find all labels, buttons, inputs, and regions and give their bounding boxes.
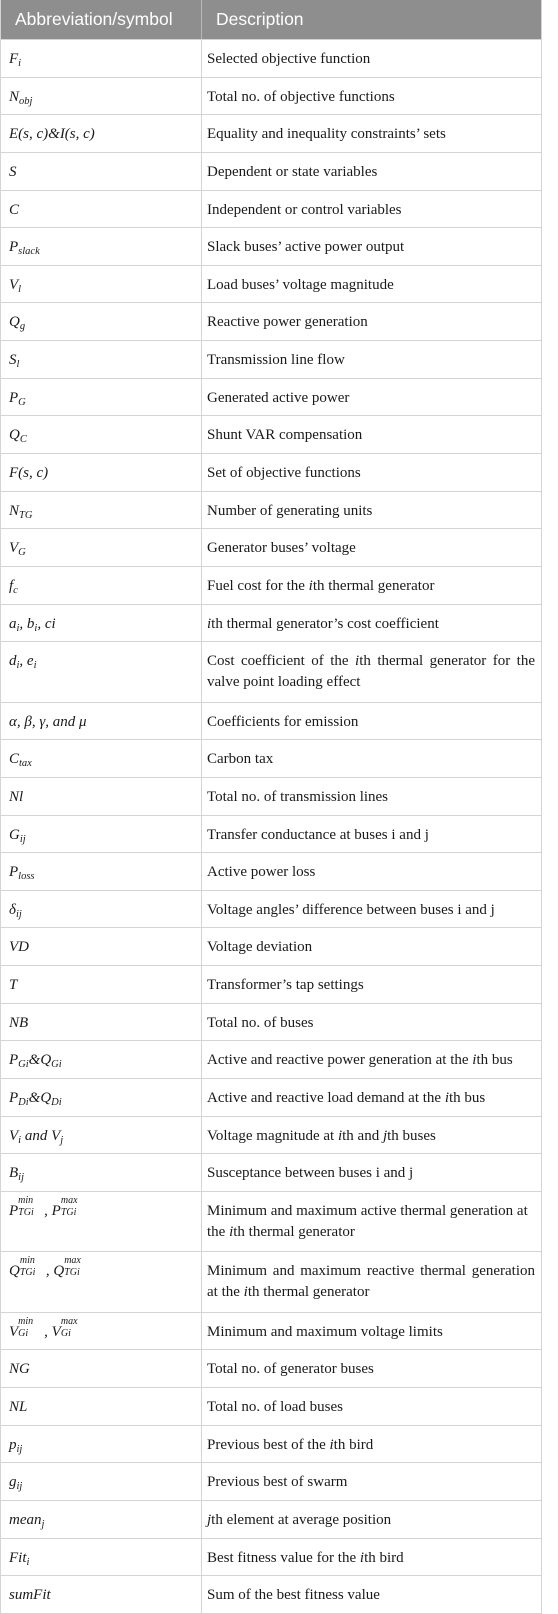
description-cell: Set of objective functions bbox=[207, 465, 361, 482]
description-cell: Transfer conductance at buses i and j bbox=[207, 826, 429, 843]
table-row bbox=[1, 1576, 541, 1614]
table-row bbox=[1, 39, 541, 78]
table-row bbox=[1, 492, 541, 530]
symbol-cell: sumFit bbox=[1, 1576, 202, 1613]
description-cell: Coefficients for emission bbox=[207, 713, 359, 730]
header-symbol: Abbreviation/symbol bbox=[1, 0, 202, 39]
description-cell: jth element at average position bbox=[207, 1511, 392, 1528]
table-row bbox=[1, 816, 541, 854]
description-cell: Total no. of transmission lines bbox=[207, 788, 389, 805]
table-row bbox=[1, 341, 541, 379]
symbol-cell: $Q_g$ bbox=[1, 303, 202, 340]
description-cell: Sum of the best fitness value bbox=[207, 1587, 380, 1604]
description-cell: Generated active power bbox=[207, 389, 350, 406]
table-row bbox=[1, 1079, 541, 1117]
symbol-cell: C bbox=[1, 191, 202, 228]
table-row bbox=[1, 1252, 541, 1312]
description-cell: Reactive power generation bbox=[207, 314, 368, 331]
description-cell: Equality and inequality constraints’ sets bbox=[207, 126, 446, 143]
table-row bbox=[1, 605, 541, 643]
table-row bbox=[1, 891, 541, 929]
description-cell: Total no. of objective functions bbox=[207, 88, 395, 105]
description-cell: Voltage deviation bbox=[207, 939, 313, 956]
symbol-cell: α, β, γ, and μ bbox=[1, 703, 202, 740]
symbol-cell: $P_{loss}$ bbox=[1, 853, 202, 890]
table-row bbox=[1, 1388, 541, 1426]
description-cell: Selected objective function bbox=[207, 51, 371, 67]
description-cell: Total no. of generator buses bbox=[207, 1361, 374, 1378]
symbol-cell: mean$_j$ bbox=[1, 1501, 202, 1538]
symbol-cell: $P_{slack}$ bbox=[1, 228, 202, 265]
table-body bbox=[1, 39, 541, 1614]
symbol-cell: F(s, c) bbox=[1, 454, 202, 491]
description-cell: Minimum and maximum active thermal generation at the ith thermal generator bbox=[207, 1202, 528, 1240]
table-row bbox=[1, 642, 541, 702]
description-cell: Generator buses’ voltage bbox=[207, 540, 356, 557]
symbol-cell: $Q_C$ bbox=[1, 416, 202, 453]
description-cell: Total no. of load buses bbox=[207, 1398, 344, 1415]
symbol-cell: $V_G$ bbox=[1, 529, 202, 566]
table-row bbox=[1, 379, 541, 417]
table-row bbox=[1, 303, 541, 341]
symbol-cell: S bbox=[1, 153, 202, 190]
symbol-cell: Fit$_i$ bbox=[1, 1539, 202, 1576]
symbol-cell: $g_{ij}$ bbox=[1, 1463, 202, 1500]
symbol-cell: Q min TGi , Q max TGi bbox=[1, 1252, 202, 1311]
description-cell: Previous best of the ith bird bbox=[207, 1436, 374, 1453]
table-row bbox=[1, 966, 541, 1004]
symbol-cell: $a_i$, $b_i$, ci bbox=[1, 605, 202, 642]
description-cell: Shunt VAR compensation bbox=[207, 427, 363, 444]
table-row bbox=[1, 228, 541, 266]
symbol-cell: $P_{Di}\&Q_{Di}$ bbox=[1, 1079, 202, 1116]
symbol-cell: $N_{TG}$ bbox=[1, 492, 202, 529]
symbol-cell: NL bbox=[1, 1388, 202, 1425]
table-row bbox=[1, 115, 541, 153]
symbol-cell: E(s, c)&I(s, c) bbox=[1, 115, 202, 152]
symbol-cell: $V_l$ bbox=[1, 266, 202, 303]
symbol-cell: $F_i$ bbox=[1, 40, 202, 77]
description-cell: Susceptance between buses i and j bbox=[207, 1165, 414, 1182]
symbol-cell: NG bbox=[1, 1350, 202, 1387]
symbol-cell: $C_{tax}$ bbox=[1, 740, 202, 777]
table-row bbox=[1, 740, 541, 778]
table-row bbox=[1, 1154, 541, 1192]
table-row bbox=[1, 1117, 541, 1155]
symbol-cell: $f_c$ bbox=[1, 567, 202, 604]
table-row bbox=[1, 454, 541, 492]
description-cell: Active and reactive load demand at the ith bus bbox=[207, 1090, 486, 1107]
description-cell: Fuel cost for the ith thermal generator bbox=[207, 577, 435, 594]
table-row bbox=[1, 567, 541, 605]
table-row bbox=[1, 529, 541, 567]
description-cell: Cost coefficient of the ith thermal generator for the valve point loading effect bbox=[207, 653, 535, 691]
symbol-cell: $P_G$ bbox=[1, 379, 202, 416]
description-cell: Dependent or state variables bbox=[207, 163, 378, 180]
description-cell: Slack buses’ active power output bbox=[207, 239, 405, 256]
header-description: Description bbox=[216, 9, 304, 29]
description-cell: Previous best of swarm bbox=[207, 1474, 348, 1491]
table-row bbox=[1, 1041, 541, 1079]
table-row bbox=[1, 416, 541, 454]
description-cell: Independent or control variables bbox=[207, 201, 402, 218]
table-row bbox=[1, 778, 541, 816]
table-row bbox=[1, 1463, 541, 1501]
description-cell: Voltage angles’ difference between buses i and j bbox=[207, 901, 495, 918]
symbol-cell: $G_{ij}$ bbox=[1, 816, 202, 853]
table-row bbox=[1, 1192, 541, 1252]
symbol-cell: $V_i$ and $V_j$ bbox=[1, 1117, 202, 1154]
table-row bbox=[1, 853, 541, 891]
description-cell: Load buses’ voltage magnitude bbox=[207, 276, 394, 293]
description-cell: ith thermal generator’s cost coefficient bbox=[207, 615, 439, 632]
symbol-cell: VD bbox=[1, 928, 202, 965]
description-cell: Number of generating units bbox=[207, 502, 373, 519]
table-row bbox=[1, 266, 541, 304]
description-cell: Transformer’s tap settings bbox=[207, 977, 364, 994]
description-cell: Carbon tax bbox=[207, 751, 274, 768]
symbol-cell: $S_l$ bbox=[1, 341, 202, 378]
table-row bbox=[1, 1350, 541, 1388]
description-cell: Active power loss bbox=[207, 864, 316, 881]
symbol-cell: $\delta_{ij}$ bbox=[1, 891, 202, 928]
symbol-cell: V min Gi , V max Gi bbox=[1, 1313, 202, 1350]
symbol-cell: T bbox=[1, 966, 202, 1003]
table-row bbox=[1, 1426, 541, 1464]
table-header bbox=[1, 0, 541, 39]
table-row bbox=[1, 153, 541, 191]
symbol-cell: $d_i$, $e_i$ bbox=[1, 642, 202, 701]
symbol-cell: $B_{ij}$ bbox=[1, 1154, 202, 1191]
symbol-cell: P min TGi , P max TGi bbox=[1, 1192, 202, 1251]
table-row bbox=[1, 191, 541, 229]
symbol-cell: $p_{ij}$ bbox=[1, 1426, 202, 1463]
table-row bbox=[1, 703, 541, 741]
symbol-cell: $N_{obj}$ bbox=[1, 78, 202, 115]
description-cell: Transmission line flow bbox=[207, 352, 345, 369]
symbol-cell: $P_{Gi}\&Q_{Gi}$ bbox=[1, 1041, 202, 1078]
table-row bbox=[1, 1313, 541, 1351]
table-row bbox=[1, 1539, 541, 1577]
description-cell: Voltage magnitude at ith and jth buses bbox=[207, 1127, 436, 1144]
description-cell: Active and reactive power generation at the ith bus bbox=[207, 1052, 513, 1069]
table-row bbox=[1, 78, 541, 116]
symbol-cell: NB bbox=[1, 1004, 202, 1041]
description-cell: Best fitness value for the ith bird bbox=[207, 1549, 404, 1566]
table-row bbox=[1, 1501, 541, 1539]
description-cell: Total no. of buses bbox=[207, 1014, 314, 1031]
table-row bbox=[1, 928, 541, 966]
description-cell: Minimum and maximum voltage limits bbox=[207, 1323, 443, 1340]
symbol-cell: Nl bbox=[1, 778, 202, 815]
description-cell: Minimum and maximum reactive thermal generation at the ith thermal generator bbox=[207, 1263, 535, 1301]
table-row bbox=[1, 1004, 541, 1042]
